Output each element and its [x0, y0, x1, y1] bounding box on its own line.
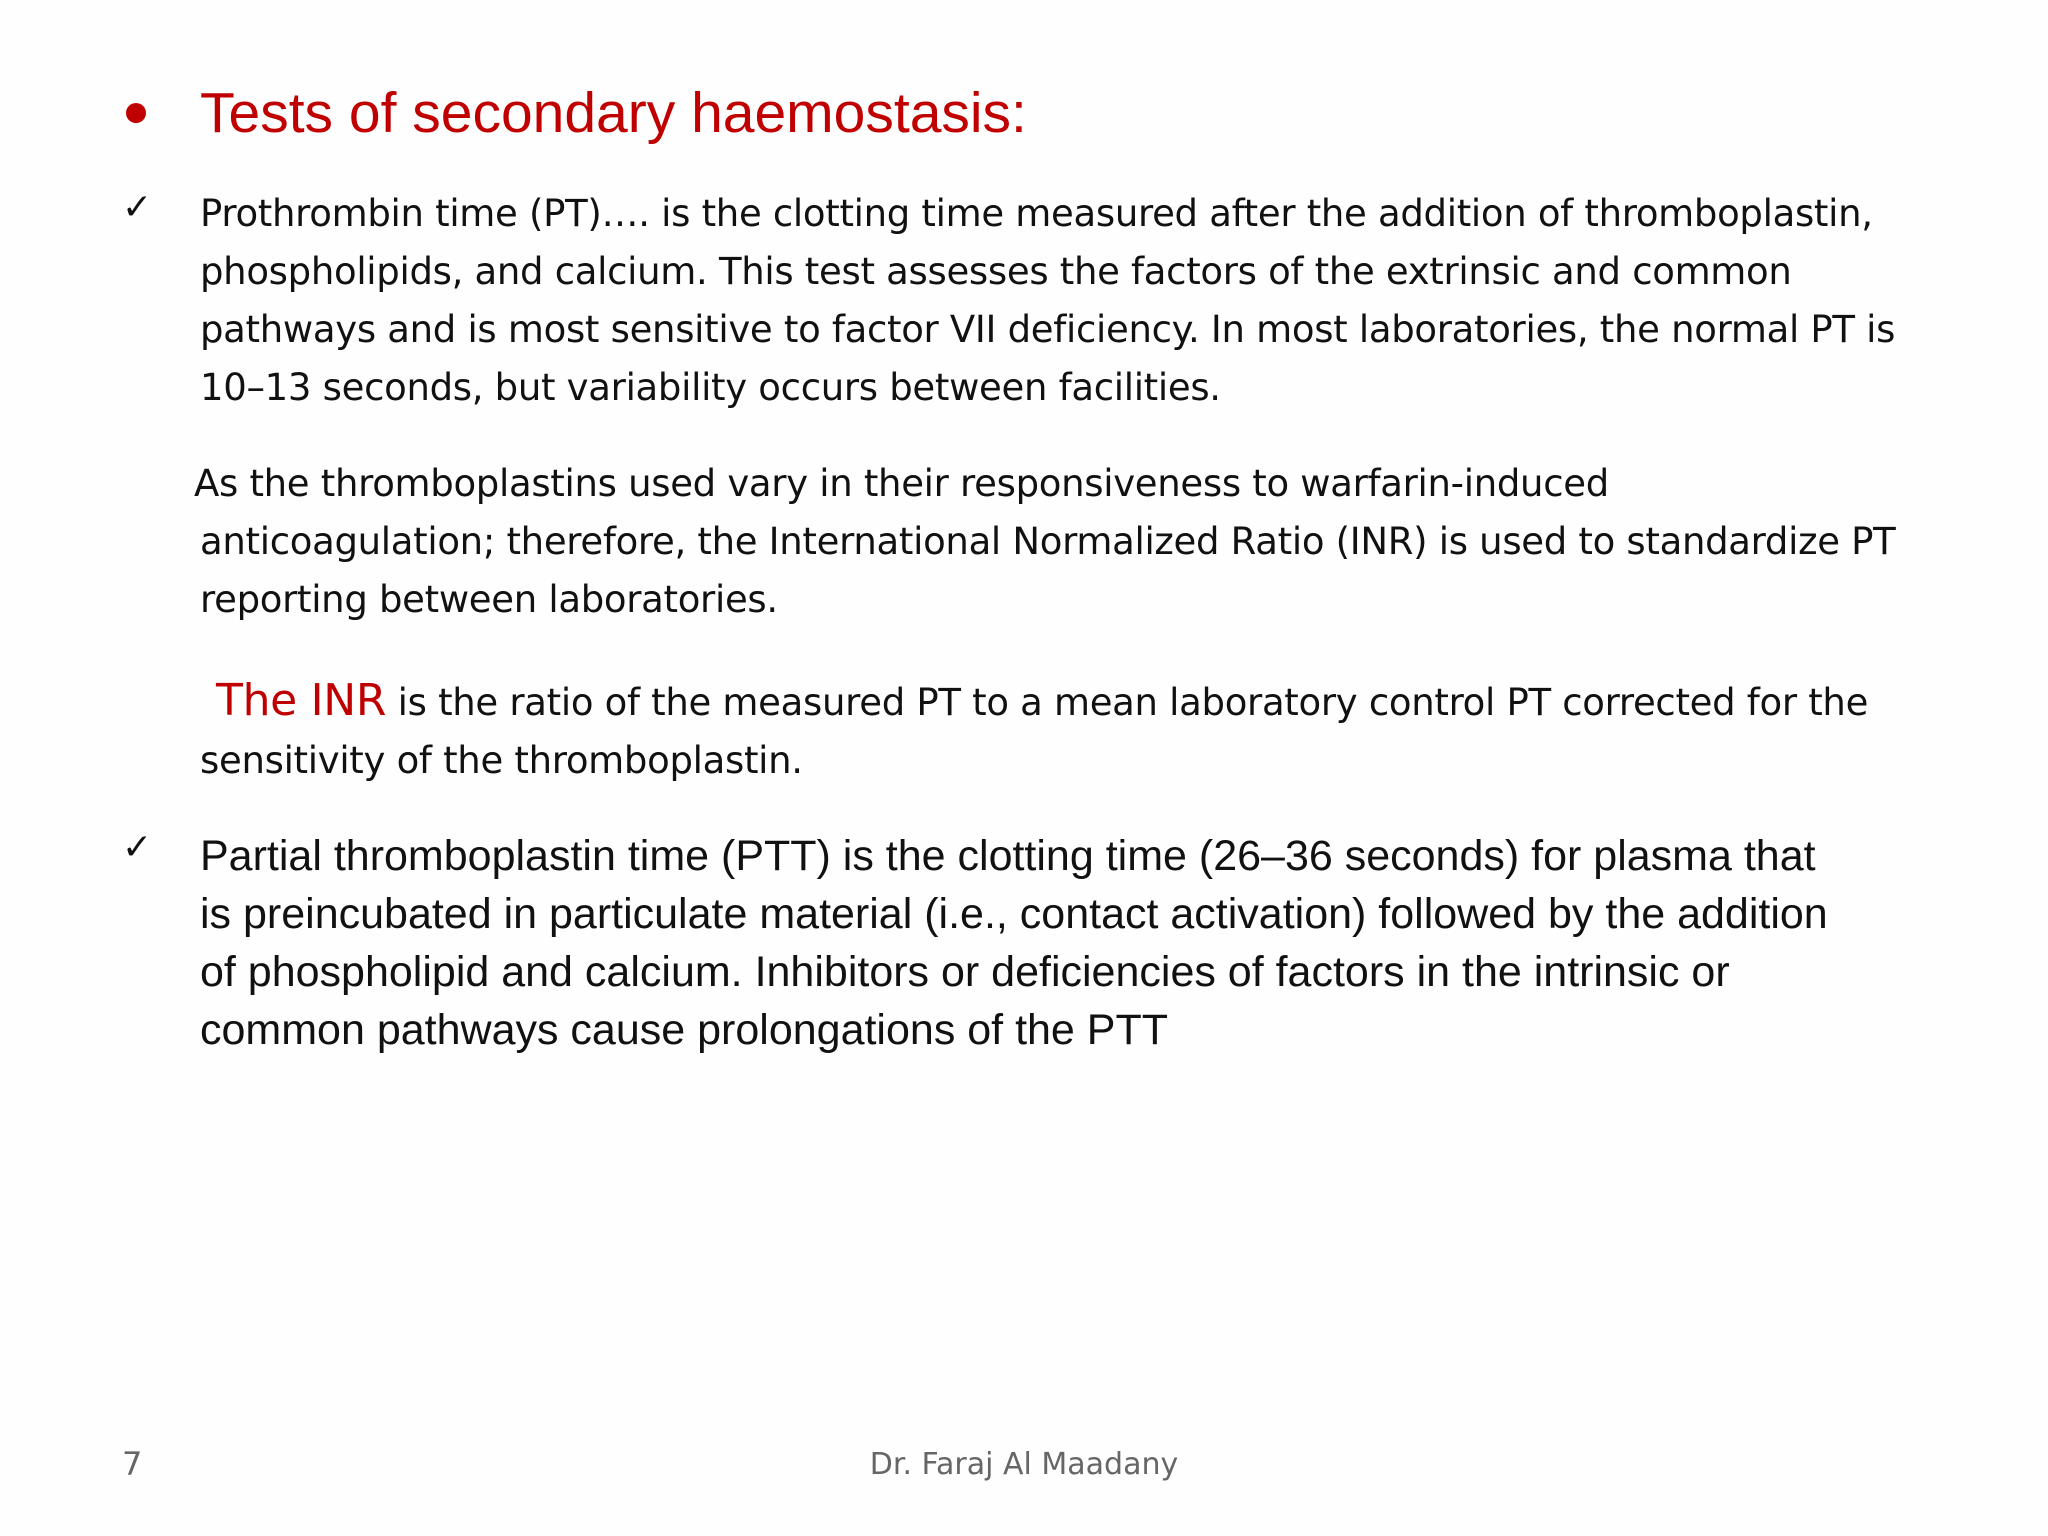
page-number: 7 [122, 1445, 143, 1483]
pt-paragraph [200, 185, 1960, 417]
inr-intro-line: As the thromboplastins used vary in their responsiveness to warfarin-induced [194, 462, 1609, 505]
ptt-line: common pathways cause prolongations of the PTT [200, 1006, 1169, 1054]
title-row [120, 78, 1027, 148]
ptt-line: is preincubated in particulate material (i.e., contact activation) followed by the addition [200, 890, 1828, 938]
pt-line: 10–13 seconds, but variability occurs between facilities. [200, 366, 1221, 409]
inr-term: The INR [216, 675, 387, 726]
ptt-line: Partial thromboplastin time (PTT) is the clotting time (26–36 seconds) for plasma that [200, 832, 1816, 880]
inr-definition-line [200, 672, 1960, 732]
ptt-paragraph [200, 827, 1960, 1059]
inr-definition-paragraph [200, 672, 1960, 790]
ptt-line: of phospholipid and calcium. Inhibitors or deficiencies of factors in the intrinsic or [200, 948, 1730, 996]
checkmark-icon: ✓ [122, 187, 153, 228]
footer-author: Dr. Faraj Al Maadany [869, 1447, 1179, 1482]
pt-line: pathways and is most sensitive to factor VII deficiency. In most laboratories, the normal PT is [200, 308, 1896, 351]
inr-definition-line: sensitivity of the thromboplastin. [200, 739, 803, 782]
inr-intro-paragraph [194, 455, 1954, 629]
bullet-icon [126, 103, 146, 123]
inr-intro-line: anticoagulation; therefore, the International Normalized Ratio (INR) is used to standardize PT [200, 520, 1896, 563]
pt-line: Prothrombin time (PT)…. is the clotting time measured after the addition of thromboplastin, [200, 192, 1873, 235]
checkmark-icon: ✓ [122, 827, 153, 868]
inr-intro-line: reporting between laboratories. [200, 578, 778, 621]
slide-title: Tests of secondary haemostasis: [200, 81, 1027, 145]
inr-definition-text: is the ratio of the measured PT to a mean laboratory control PT corrected for the [386, 681, 1869, 724]
pt-line: phospholipids, and calcium. This test assesses the factors of the extrinsic and common [200, 250, 1792, 293]
